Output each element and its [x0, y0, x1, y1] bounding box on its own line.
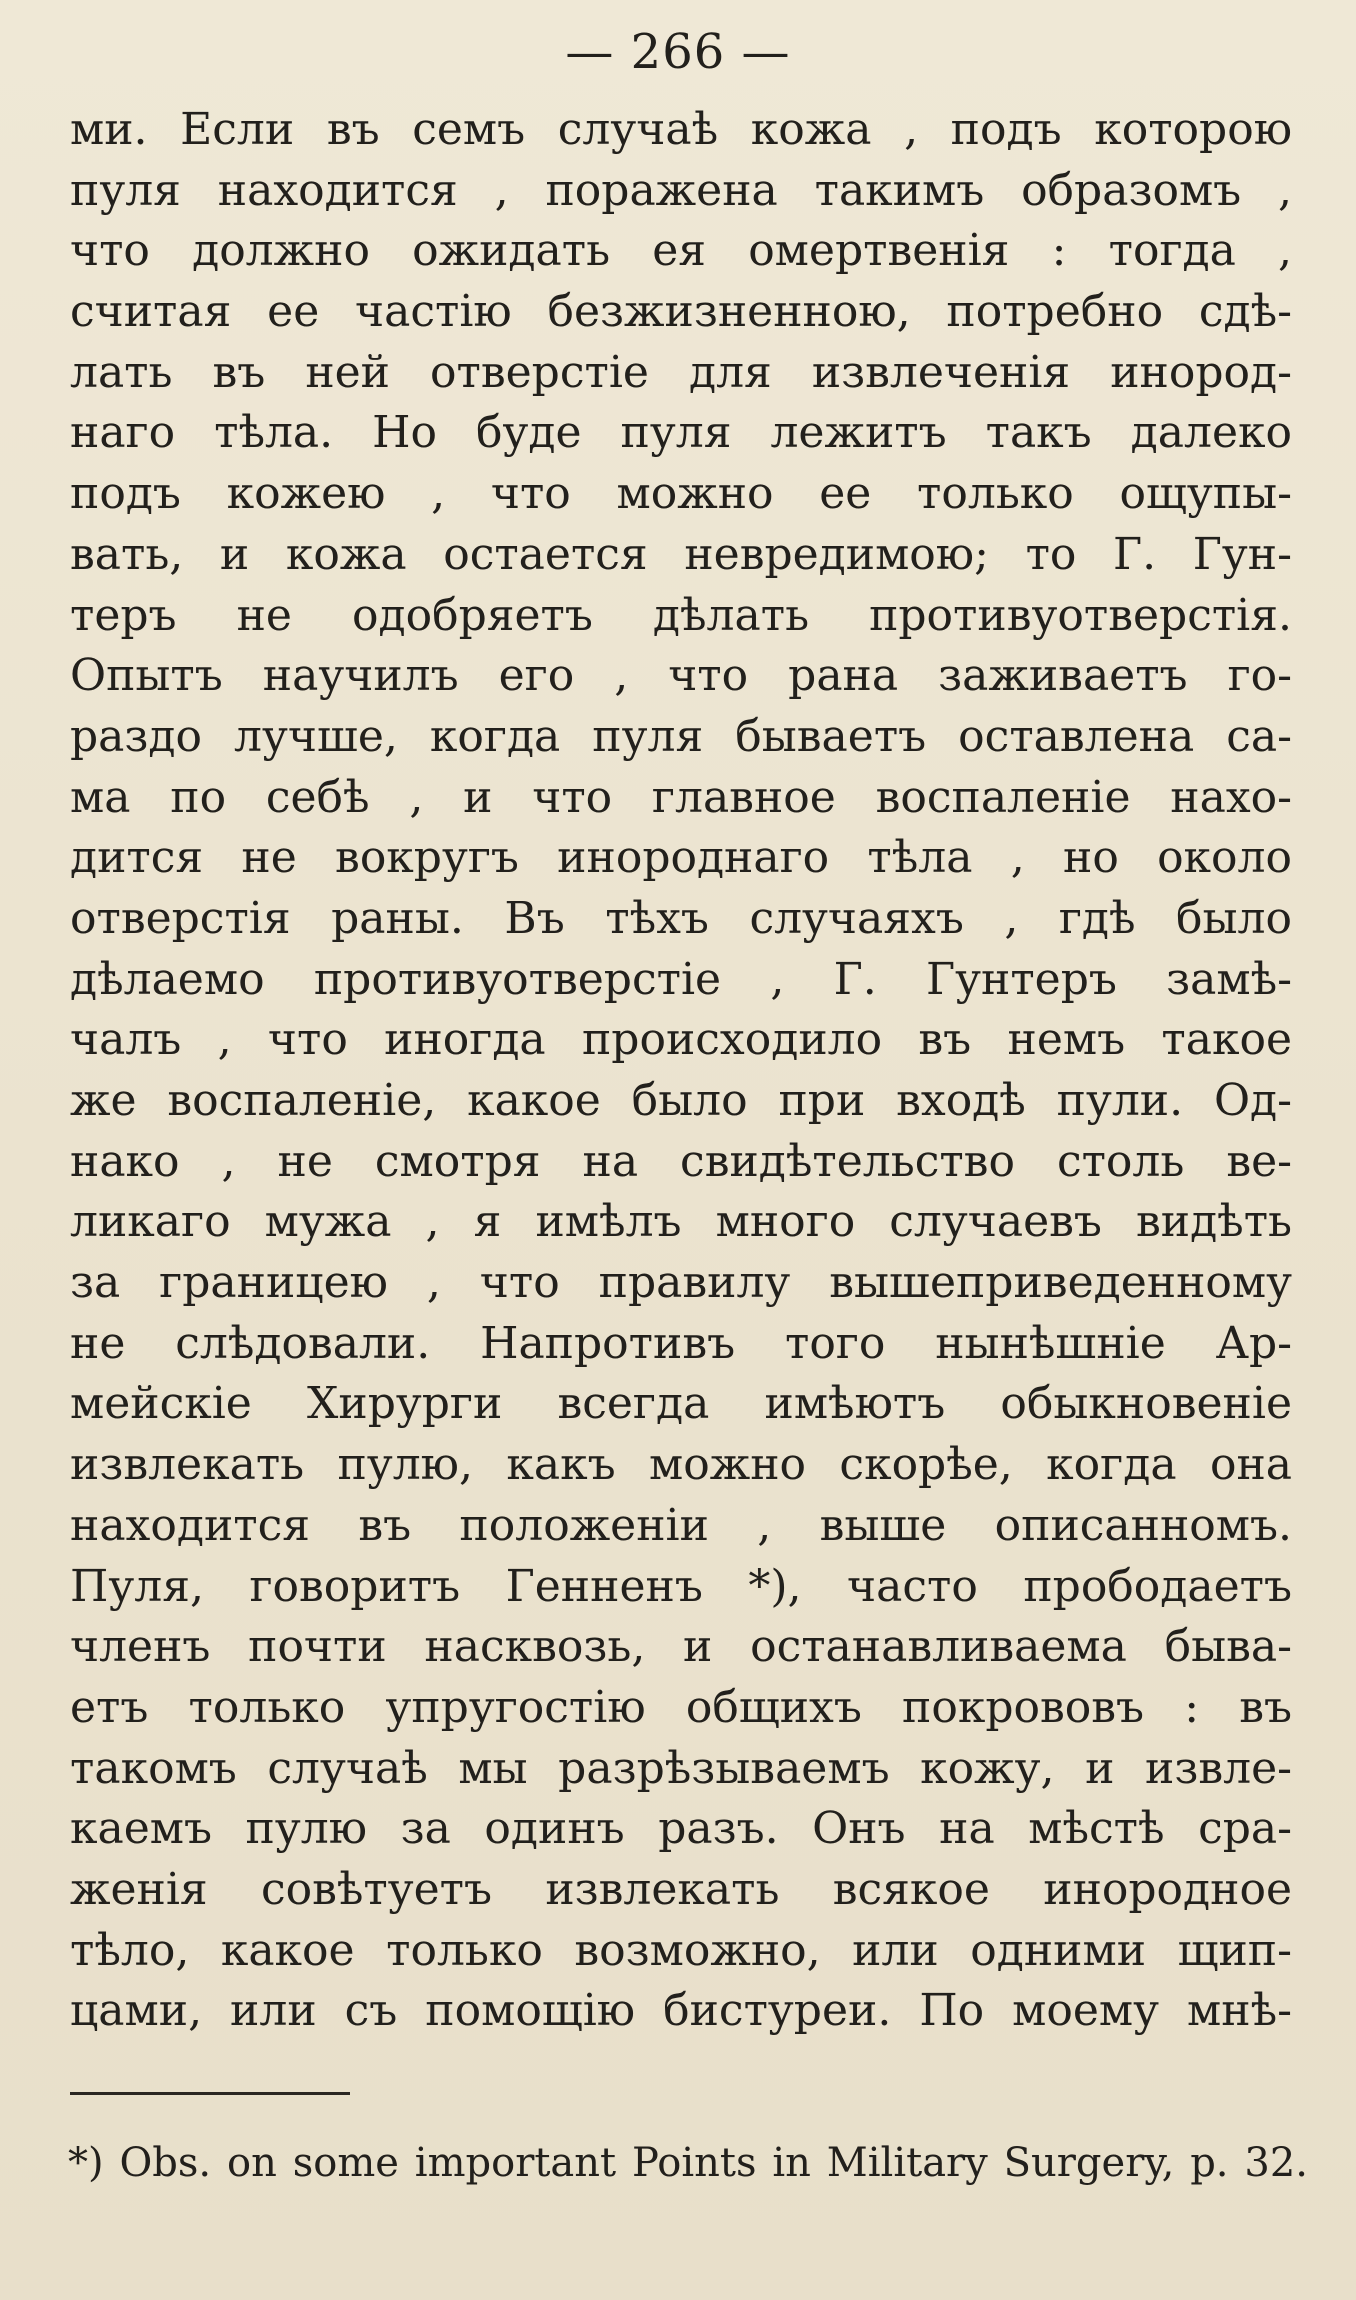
- text-line: такомъ случаѣ мы разрѣзываемъ кожу, и извле-: [70, 1742, 1292, 1794]
- text-line: Пуля, говоритъ Генненъ *), часто прободаетъ: [70, 1560, 1292, 1612]
- text-line: лать въ ней отверстіе для извлеченія инород-: [70, 346, 1292, 398]
- body-text: [70, 100, 1292, 2042]
- text-line: не слѣдовали. Напротивъ того нынѣшніе Ар-: [70, 1317, 1292, 1369]
- text-line: ма по себѣ , и что главное воспаленіе нахо-: [70, 771, 1292, 823]
- text-line: женія совѣтуетъ извлекать всякое инородное: [70, 1863, 1292, 1915]
- text-line: нако , не смотря на свидѣтельство столь ве-: [70, 1135, 1292, 1187]
- text-line: каемъ пулю за одинъ разъ. Онъ на мѣстѣ сра-: [70, 1803, 1292, 1855]
- text-line: наго тѣла. Но буде пуля лежитъ такъ далеко: [70, 407, 1292, 459]
- text-line: что должно ожидать ея омертвенія : тогда ,: [70, 225, 1292, 277]
- text-line: цами, или съ помощію бистуреи. По моему мнѣ-: [70, 1985, 1292, 2037]
- text-line: Опытъ научилъ его , что рана заживаетъ го-: [70, 650, 1292, 702]
- text-line: вать, и кожа остается невредимою; то Г. Гун-: [70, 528, 1292, 580]
- text-line: раздо лучше, когда пуля бываетъ оставлена са-: [70, 710, 1292, 762]
- text-line: етъ только упругостію общихъ покрововъ : въ: [70, 1681, 1292, 1733]
- footnote: *) Obs. on some important Points in Military Surgery, p. 32.: [68, 2140, 1308, 2186]
- text-line: считая ее частію безжизненною, потребно сдѣ-: [70, 286, 1292, 338]
- text-line: дѣлаемо противуотверстіе , Г. Гунтеръ замѣ-: [70, 953, 1292, 1005]
- text-line: извлекать пулю, какъ можно скорѣе, когда она: [70, 1439, 1292, 1491]
- text-line: ликаго мужа , я имѣлъ много случаевъ видѣть: [70, 1196, 1292, 1248]
- text-line: отверстія раны. Въ тѣхъ случаяхъ , гдѣ было: [70, 892, 1292, 944]
- text-line: членъ почти насквозь, и останавливаема быва-: [70, 1621, 1292, 1673]
- text-line: мейскіе Хирурги всегда имѣютъ обыкновеніе: [70, 1378, 1292, 1430]
- text-line: пуля находится , поражена такимъ образомъ ,: [70, 164, 1292, 216]
- text-line: дится не вокругъ инороднаго тѣла , но около: [70, 832, 1292, 884]
- text-line: тѣло, какое только возможно, или одними щип-: [70, 1924, 1292, 1976]
- text-line: же воспаленіе, какое было при входѣ пули. Од-: [70, 1075, 1292, 1126]
- footnote-separator: [70, 2092, 350, 2095]
- text-line: ми. Если въ семъ случаѣ кожа , подъ которою: [70, 104, 1292, 155]
- page-number: — 266 —: [565, 24, 791, 80]
- text-line: подъ кожею , что можно ее только ощупы-: [70, 468, 1292, 520]
- text-line: за границею , что правилу вышеприведенному: [70, 1257, 1292, 1309]
- text-line: чалъ , что иногда происходило въ немъ такое: [70, 1014, 1292, 1066]
- text-line: находится въ положеніи , выше описанномъ.: [70, 1499, 1292, 1551]
- text-line: теръ не одобряетъ дѣлать противуотверстія.: [70, 589, 1292, 641]
